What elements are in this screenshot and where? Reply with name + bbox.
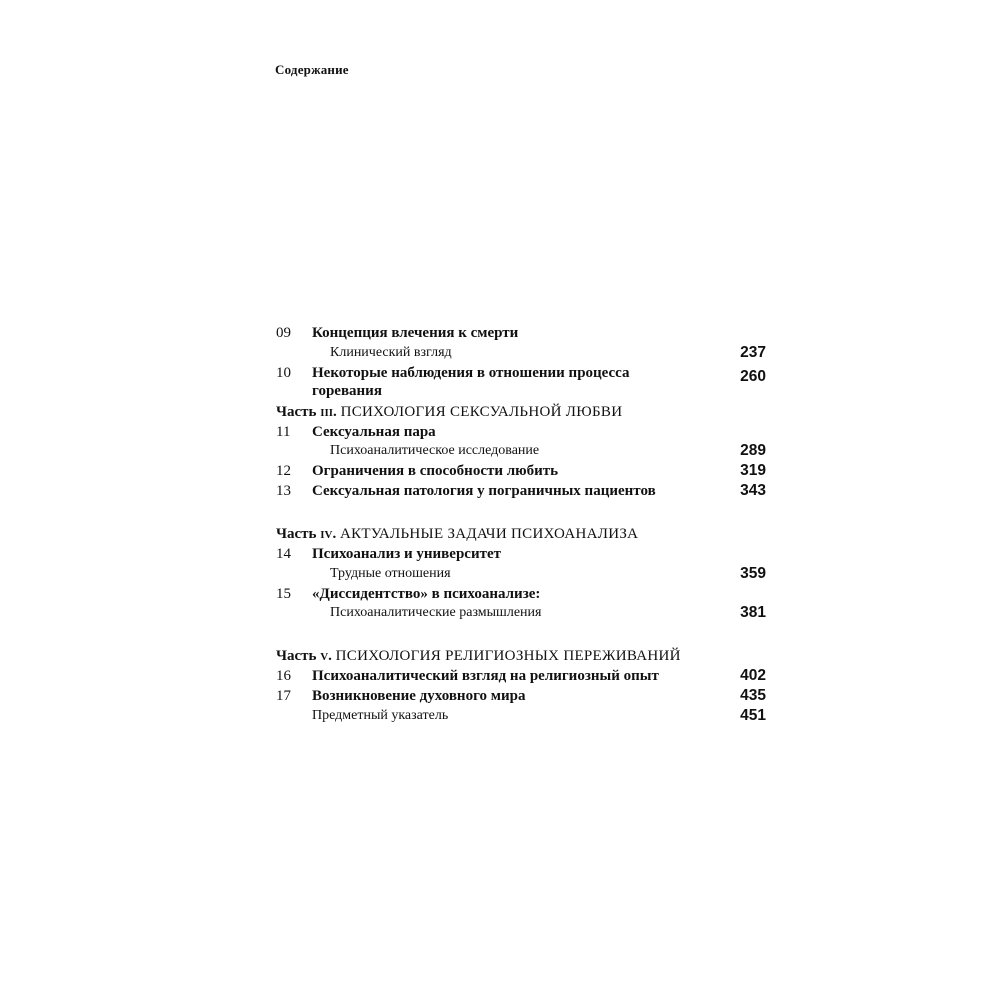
toc-chapter-14[interactable] <box>276 543 766 565</box>
part-heading <box>276 401 622 423</box>
part-label: Часть <box>276 404 317 420</box>
part-label: Часть <box>276 648 317 664</box>
part-name: АКТУАЛЬНЫЕ ЗАДАЧИ ПСИХОАНАЛИЗА <box>339 526 639 542</box>
part-heading-3[interactable] <box>276 401 766 423</box>
chapter-subtitle: Психоаналитическое исследование <box>330 443 540 458</box>
page-number: 260 <box>740 368 766 385</box>
toc-chapter-13[interactable] <box>276 480 766 502</box>
chapter-number: 13 <box>276 483 291 499</box>
table-of-contents <box>276 0 766 1000</box>
part-number: v. <box>320 648 332 664</box>
chapter-subtitle: Клинический взгляд <box>330 345 452 360</box>
toc-subtitle-11[interactable] <box>276 440 766 462</box>
page-number: 402 <box>740 667 766 684</box>
index-title: Предметный указатель <box>312 708 449 723</box>
chapter-title: Сексуальная пара <box>312 424 436 440</box>
chapter-subtitle: Трудные отношения <box>330 566 451 581</box>
chapter-title: Некоторые наблюдения в отношении процесса горевания <box>312 365 630 399</box>
page-number: 359 <box>740 565 766 582</box>
chapter-title: «Диссидентство» в психоанализе: <box>312 586 541 602</box>
toc-chapter-12[interactable] <box>276 460 766 482</box>
chapter-subtitle: Психоаналитические размышления <box>330 605 542 620</box>
chapter-number: 10 <box>276 365 291 381</box>
part-name: ПСИХОЛОГИЯ РЕЛИГИОЗНЫХ ПЕРЕЖИВАНИЙ <box>335 648 681 664</box>
running-head: Содержание <box>275 62 349 77</box>
part-heading <box>276 523 638 545</box>
chapter-number: 17 <box>276 688 291 704</box>
part-heading-5[interactable] <box>276 645 766 667</box>
toc-subtitle-09[interactable] <box>276 342 766 364</box>
toc-chapter-10[interactable] <box>276 362 766 402</box>
chapter-number: 12 <box>276 463 291 479</box>
chapter-title: Сексуальная патология у пограничных пациентов <box>312 483 656 499</box>
chapter-number: 11 <box>276 424 291 440</box>
toc-subtitle-15[interactable] <box>276 602 766 624</box>
part-number: iii. <box>320 404 337 420</box>
chapter-title: Психоанализ и университет <box>312 546 501 562</box>
chapter-title: Возникновение духовного мира <box>312 688 526 704</box>
part-heading-4[interactable] <box>276 523 766 545</box>
chapter-title: Концепция влечения к смерти <box>312 325 519 341</box>
page-number: 451 <box>740 707 766 724</box>
chapter-number: 16 <box>276 668 291 684</box>
page-number: 435 <box>740 687 766 704</box>
toc-chapter-17[interactable] <box>276 685 766 707</box>
chapter-number: 14 <box>276 546 291 562</box>
toc-index[interactable] <box>276 705 766 727</box>
chapter-number: 15 <box>276 586 291 602</box>
part-heading <box>276 645 681 667</box>
page-number: 319 <box>740 462 766 479</box>
page-number: 237 <box>740 344 766 361</box>
chapter-number: 09 <box>276 325 291 341</box>
toc-chapter-09[interactable] <box>276 322 766 344</box>
part-label: Часть <box>276 526 317 542</box>
page-number: 289 <box>740 442 766 459</box>
chapter-title: Психоаналитический взгляд на религиозный опыт <box>312 668 659 684</box>
page-number: 381 <box>740 604 766 621</box>
toc-subtitle-14[interactable] <box>276 563 766 585</box>
page-number: 343 <box>740 482 766 499</box>
toc-chapter-16[interactable] <box>276 665 766 687</box>
part-name: ПСИХОЛОГИЯ СЕКСУАЛЬНОЙ ЛЮБВИ <box>340 404 623 420</box>
part-number: iv. <box>320 526 337 542</box>
chapter-title: Ограничения в способности любить <box>312 463 559 479</box>
